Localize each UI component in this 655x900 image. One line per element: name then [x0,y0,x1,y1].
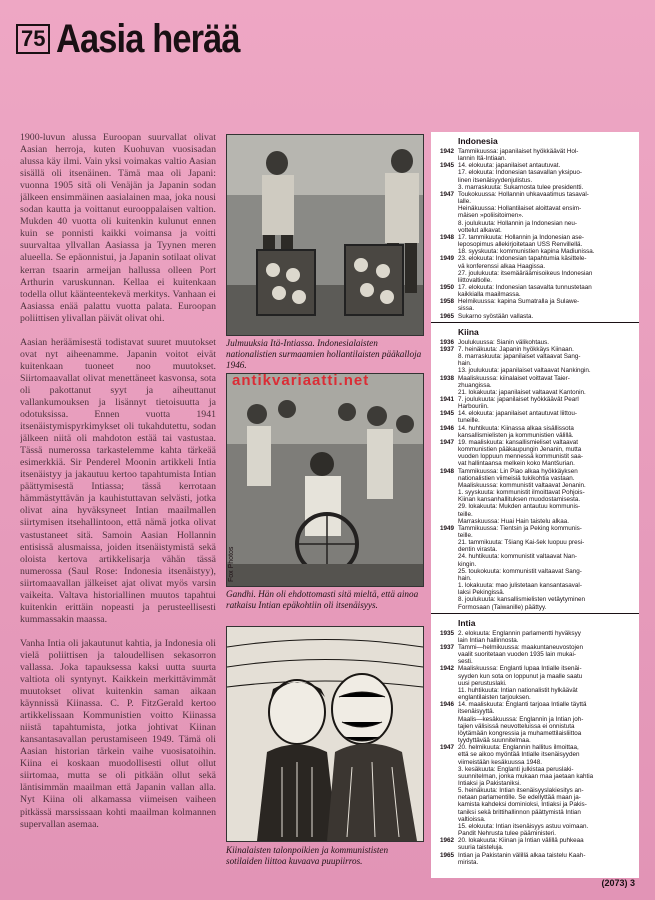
timeline-line: uusi perustuslaki. [458,679,507,687]
timeline-line: mirista. [458,858,479,866]
woodcut-image [226,626,424,842]
timeline-year: 1950 [439,283,454,291]
timeline-entry-text [458,665,636,701]
timeline-line: vä konferenssi alkaa Haagissa. [458,262,546,270]
timeline-year: 1965 [439,851,454,859]
timeline-entry [431,837,639,851]
timeline-line: Marraskuussa: Huai Hain taistelu alkaa. [458,517,569,525]
timeline-year: 1948 [439,233,454,241]
timeline-year: 1945 [439,162,454,170]
timeline-line: 2. elokuuta: Englannin parlamentti hyväksyy [458,629,581,637]
article-body [20,132,216,872]
timeline-line: dentin virasta. [458,546,498,554]
timeline-line: tuneille. [458,417,480,425]
timeline-line: viimeistään kesäkuussa 1948. [458,758,543,766]
timeline-heading: Kiina [458,326,479,337]
timeline-line: lannin Itä-Intiaan. [458,155,507,163]
timeline-entry [431,284,639,298]
timeline-entry [431,162,639,191]
timeline-line: 21. lokakuuta: japanilaiset valtaavat Kantonin. [458,388,586,396]
timeline-heading: Indonesia [458,136,498,146]
timeline-entry-text [458,162,636,191]
timeline-line: 1. lokakuuta: mao julistetaan kansantasaval- [458,582,582,590]
timeline-line: 29. lokakuuta: Mukden antautuu kommunis- [458,503,581,511]
timeline-line: 8. marraskuuta: japanilaiset valtaavat Sang- [458,353,581,361]
timeline-panel [431,132,639,878]
timeline-line: 27. joulukuuta: itsemääräämisoikeus Indonesian [458,269,593,277]
timeline-entry-text [458,375,636,396]
timeline-line: kansallismielisten ja kommunistien välillä. [458,431,574,439]
timeline-line: 14. elokuuta: japanilaiset antautuvat liittou- [458,410,578,418]
timeline-entry-text [458,234,636,255]
article-header [16,16,270,62]
timeline-entry [431,234,639,255]
timeline-line: taniksi sekä brittihallinnon päättymistä Intian [458,808,581,816]
timeline-year: 1947 [439,744,454,752]
timeline-line: 25. toukokuuta: kommunistit valtaavat Sang- [458,567,582,575]
timeline-entry-text [458,439,636,468]
timeline-line: sissa. [458,305,475,313]
timeline-line: 17. elokuuta: Indonesian tasavallan yksipuo- [458,169,582,177]
timeline-line: mäisen »poliisitoimen». [458,212,524,220]
timeline-year: 1958 [439,298,454,306]
timeline-entry [431,468,639,525]
timeline-line: 14. huhtikuuta: Kiinassa alkaa sisällissota [458,424,574,432]
timeline-entry-text [458,346,636,375]
timeline-entry [431,701,639,744]
timeline-line: vuoden loppuun mennessä kommunistit saa- [458,453,583,461]
timeline-line: tajien välisissä neuvotteluissa ei onnistuta [458,722,575,730]
timeline-line: 7. heinäkuuta: Japanin hyökkäys Kiinaan. [458,345,574,353]
timeline-year: 1965 [439,312,454,320]
issue-number-box: 75 [16,24,50,54]
timeline-line: 14. maaliskuuta: Englanti tarjoaa Intialle täyttä [458,701,587,709]
timeline-year: 1942 [439,148,454,155]
page-number: (2073) 3 [601,878,635,888]
timeline-entry-text [458,852,636,866]
article-title: Aasia herää [56,16,241,61]
timeline-line: vaalit suoritetaan vuoden 1935 lain mukai- [458,651,576,659]
timeline-entry-text [458,525,636,611]
timeline-year: 1937 [439,644,454,651]
timeline-line: kaikkialla maailmassa. [458,291,521,299]
timeline-line: liittovaltiolle. [458,276,492,284]
timeline-entry-text [458,468,636,525]
timeline-entry [431,339,639,346]
body-paragraph: Aasian heräämisestä todistavat suuret muutokset ovat nyt aiheenamme. Japanin voitot eivät kuitenkaan tuoneet noo muutokset. Siirtomaavallat olivat menettäneet kasvonsa, sota oli pakottanut syyt ja aiheuttanut vallankumouksen ja lisännyt tietoisuutta ja odotuksissa. Ennen vuotta 1941 itsenäistymispyrkimykset oli tukahdutettu, sodan jälkeen niitä oli mahdoton estää tai vastustaa. Tässä numerossa tarkastelemme kahta tärkeää esimerkkiä. Sir Penderel Moonin artikkeli Intia itsenäistyy ja jakautuu kertoo tapahtumista Intian päättymisestä Intiassa; tässä kerrotaan hämmästyttävän ja kauhistuttavan selvästi, jotka olivat aina hyväksyneet Intian maailmallen siirtymisen itsehallintoon, että nämä jotka olivat vastustaneet sitä. Samoin Aasian Hollannin entisissä alusmaissa, joiden itsenäistymistä sekä oloista kertova artikkelisarja vähän tässä numerossa (Saul Rose: Indonesia itsenäistyy), siirtomaavallan jälkeiset ajat olivat myös varsin vaikeita. Valtava historiallinen muutos tapahtui kuitenkin erittäin nopeasti ja perusteellisesti kummassakin maassa. [20,336,216,625]
timeline-entry [431,525,639,611]
timeline-line: nationalistien viimeisiä tukikohtia vastaan. [458,474,575,482]
timeline-entry [431,375,639,396]
timeline-line: 24. huhtikuuta: kommunistit valtaavat Nan- [458,553,578,561]
timeline-line: Tammikuussa: Lin Piao alkaa hyökkäyksen [458,467,578,475]
timeline-line: 1. syyskuuta: kommunistit ilmoittavat Pohjois- [458,489,585,497]
timeline-year: 1935 [439,629,454,637]
timeline-entry [431,396,639,410]
timeline-line: teille. [458,531,473,539]
timeline-line: Joulukuussa: Sianin välikohtaus. [458,338,550,346]
woodcut-drawing [227,627,423,841]
timeline-section [431,322,639,611]
timeline-line: Maaliskuussa: kommunistit valtaavat Jenanin. [458,481,586,489]
timeline-line: Tammikuussa: japanilaiset hyökkäävät Hol- [458,148,579,155]
timeline-line: kommunistien pääkaupungin Jenanin, mutta [458,446,582,454]
timeline-entry-text [458,410,636,424]
timeline-line: linen itsenäisyydenjulistus. [458,176,533,184]
timeline-line: että se aikoo myöntää Intialle itsenäisyyden [458,751,580,759]
timeline-line: kamista kahdeksi dominioksi, Intiaksi ja Pakis- [458,801,587,809]
timeline-line: 21. tammikuuta: Tšiang Kai-šek luopuu presi- [458,539,585,547]
timeline-line: Intiaksi ja Pakistaniksi. [458,779,521,787]
timeline-line: 23. elokuuta: Indonesian tapahtumia käsittele- [458,255,587,263]
timeline-line: suunnitelman, jonka mukaan maa jaetaan kahtia [458,772,594,780]
timeline-year: 1945 [439,410,454,418]
timeline-line: Formosaan (Taiwanille) päättyy. [458,603,547,611]
timeline-line: teille. [458,510,473,518]
photo-caption: Gandhi. Hän oli ehdottomasti sitä mieltä, että ainoa ratkaisu Intian epäkohtiin oli itsenäisyys. [226,589,419,610]
timeline-entry-text [458,298,636,312]
timeline-entry [431,148,639,162]
timeline-entry-text [458,644,636,665]
timeline-entry-text [458,339,636,346]
timeline-year: 1949 [439,255,454,263]
timeline-line: 5. heinäkuuta: Intian itsenäisyyslakiesitys an- [458,787,584,795]
timeline-line: Heinäkuussa: Hollantilaiset aloittavat ensim- [458,205,582,213]
timeline-line: 17. tammikuuta: Hollannin ja Indonesian ase- [458,233,585,241]
timeline-line: 20. lokakuuta: Kiinan ja Intian välillä puhkeaa [458,837,584,845]
timeline-line: netaan parlamentille. Se edellyttää maan ja- [458,794,581,802]
timeline-line: vottelut alkavat. [458,226,502,234]
timeline-entry [431,644,639,665]
timeline-line: hain. [458,574,472,582]
timeline-year: 1946 [439,701,454,709]
timeline-line: Maalis—kesäkuussa: Englannin ja Intian joh- [458,715,584,723]
timeline-line: Toukokuussa: Hollannin uhkavaatimus tasaval- [458,190,589,198]
timeline-line: itsenäisyyttä. [458,708,495,716]
timeline-entry-text [458,630,636,644]
timeline-line: hain. [458,360,472,368]
timeline-entry-text [458,396,636,410]
timeline-entry-text [458,148,636,162]
timeline-line: tyydyttävää suunnitelmaa. [458,737,531,745]
photo-caption: Julmuuksia Itä-Intiassa. Indonesialaisten nationalistien surmaamien hollantilaisten pääkalloja 1946. [226,338,422,370]
timeline-line: valtioissa. [458,815,486,823]
timeline-line: kingin. [458,560,477,568]
timeline-year: 1946 [439,424,454,432]
timeline-line: 15. elokuuta: Intian itsenäisyys astuu voimaan. [458,822,589,830]
timeline-entry-text [458,837,636,851]
timeline-entry [431,410,639,424]
photo-skulls [226,134,424,336]
body-paragraph: 1900-luvun alussa Euroopan suurvallat olivat Aasian herroja, kuten Kuohuvan vuosisadan alussa käy ilmi. Vain yksi voimakas valtio Aasian sisällä oli itsenäinen. Tämä maa oli Japani: vuonna 1905 sitä oli Venäjän ja Japanin sodan jälkeen ensimmäinen aasialainen maa, joka nousi sodan kautta ja voittanut eurooppalaisen valtion. Mukden 40 vuotta oli kuitenkin kulunut ennen kuin se ponnisti kaikki voimansa ja voitti suurvaltaa yllvallan Aasiassa ja Tyynen meren alueella. Se epäonnistui, ja Japanin sotilaat olivat kerran tsaarin armeijan hallussa olleen Port Arthurin varuskunnan. Kellaa ei kuitenkaan todella ollut käänteentekevä merkitys. Vanhaan ei Aasiassa enää palattu vuotta palata. Euroopan poliittisen ylivallan päivät olivat ohi. [20,132,216,324]
timeline-entry [431,255,639,284]
timeline-line: 20. helmikuuta: Englannin hallitus ilmoittaa, [458,744,579,752]
timeline-entry [431,313,639,320]
timeline-entry [431,425,639,439]
watermark-text: antikvariaatti.net [232,372,370,389]
timeline-entry-text [458,313,636,320]
timeline-line: leposopimus allekirjoitetaan USS Renvillellä. [458,241,583,249]
timeline-line: 8. joulukuuta: kansallismielisten vetäytyminen [458,596,586,604]
timeline-entry [431,630,639,644]
photo-credit: Fox Photos [228,546,235,582]
timeline-line: 8. joulukuuta: Hollannin ja Indonesian neu- [458,219,578,227]
timeline-line: suuria taisteluja. [458,844,504,852]
timeline-line: Tammi—helmikuussa: maakuntaneuvostojen [458,644,583,651]
timeline-entry [431,439,639,468]
timeline-line: Sukarno syöstään vallasta. [458,312,534,320]
timeline-line: lalle. [458,198,471,206]
timeline-entry [431,346,639,375]
timeline-line: 17. elokuuta: Indonesian tasavalta tunnustetaan [458,283,592,291]
timeline-year: 1962 [439,837,454,845]
photo-gandhi-image [227,374,423,586]
timeline-year: 1947 [439,190,454,198]
timeline-line: 13. joulukuuta: japanilaiset valtaavat Nankingin. [458,367,591,375]
timeline-year: 1948 [439,467,454,475]
woodcut-caption: Kiinalaisten talonpoikien ja kommunististen sotilaiden liittoa kuvaava puupiirros. [226,845,389,866]
timeline-line: vat hallintaansa melkein koko Mantšurian. [458,460,575,468]
timeline-entry-text [458,744,636,837]
timeline-year: 1936 [439,338,454,346]
timeline-line: englantilaisten tarjouksen. [458,694,531,702]
timeline-line: Kiinan kansanhallituksen muodostamisesta. [458,496,581,504]
timeline-year: 1937 [439,345,454,353]
timeline-line: Tammikuussa: Tientsin ja Peking kommunis- [458,524,582,532]
timeline-section [431,132,639,320]
timeline-line: Maaliskuussa: Englanti lupaa Intialle itsenäi- [458,665,582,673]
timeline-line: lain Intian hallinnosta. [458,636,519,644]
timeline-entry-text [458,701,636,744]
timeline-line: Harbouriin. [458,403,489,411]
timeline-entry [431,852,639,866]
timeline-entry [431,744,639,837]
timeline-year: 1949 [439,524,454,532]
timeline-line: 7. joulukuuta: japanilaiset hyökkäävät Pearl [458,396,579,403]
timeline-line: laksi Pekingissä. [458,589,505,597]
photo-gandhi [226,373,424,587]
timeline-line: 3. marraskuuta: Sukarnosta tulee presidentti. [458,183,584,191]
timeline-line: zhuangissa. [458,381,492,389]
timeline-line: Intian ja Pakistanin välillä alkaa taistelu Kaah- [458,851,586,859]
timeline-line: 11. huhtikuuta: Intian nationalistit hylkäävät [458,686,578,694]
timeline-line: 18. syyskuuta: kommunistien kapina Madiunissa. [458,248,595,256]
timeline-entry [431,665,639,701]
timeline-year: 1938 [439,374,454,382]
timeline-line: löytämään kongressia ja muhamettilaisliittoa [458,729,582,737]
timeline-line: Maaliskuussa: kiinalaiset voittavat Taier- [458,374,570,382]
timeline-line: 14. elokuuta: japanilaiset antautuvat. [458,162,561,170]
timeline-line: Helmikuussa: kapina Sumatralla ja Sulawe- [458,298,580,306]
timeline-year: 1947 [439,438,454,446]
timeline-line: 3. kesäkuuta: Englanti julkistaa peruslaki- [458,765,574,773]
timeline-line: sesti. [458,658,473,666]
timeline-entry-text [458,255,636,284]
timeline-heading: Intia [458,617,476,628]
body-paragraph: Vanha Intia oli jakautunut kahtia, ja Indonesia oli vielä poliittisen ja taloudellisen sekasorron vallassa. Joka tapauksessa kaksi uutta suurta valtiota oli syntynyt. Kaikkein merkittävimmät muutokset olivat kuitenkin saman aikaan käynnissä Kiinassa. C. P. FitzGerald kertoo artikkelissaan Kommunistien voitto Kiinassa niistä tapahtumista, jotka johtivat Kiinan kansantasavallan perustamiseen 1949. Tämä oli Aasian historian tärkein vaihe vuosisatoihin. Kiina ei koskaan muodollisesti ollut ollut siirtomaa, mutta se oli pitkään ollut sekä läntisimmän maailman että Japanin vallan alla. Nyt Kiina oli alkamassa viimeisen vaiheen pitkässä marssissaan kohti maailman kolmannen supervallan asemaa. [20,637,216,830]
timeline-entry-text [458,284,636,298]
timeline-line: 19. maaliskuuta: kansallismieliset valtaavat [458,438,579,446]
timeline-entry [431,191,639,234]
timeline-entry-text [458,191,636,234]
timeline-line: Pandit Nehrusta tulee pääministeri. [458,830,557,838]
timeline-entry-text [458,425,636,439]
timeline-year: 1941 [439,396,454,403]
timeline-entry [431,298,639,312]
timeline-year: 1942 [439,665,454,673]
photo-skulls-image [227,135,423,335]
timeline-section [431,613,639,866]
timeline-line: syyden kun sota on loppunut ja maalle saatu [458,672,583,680]
